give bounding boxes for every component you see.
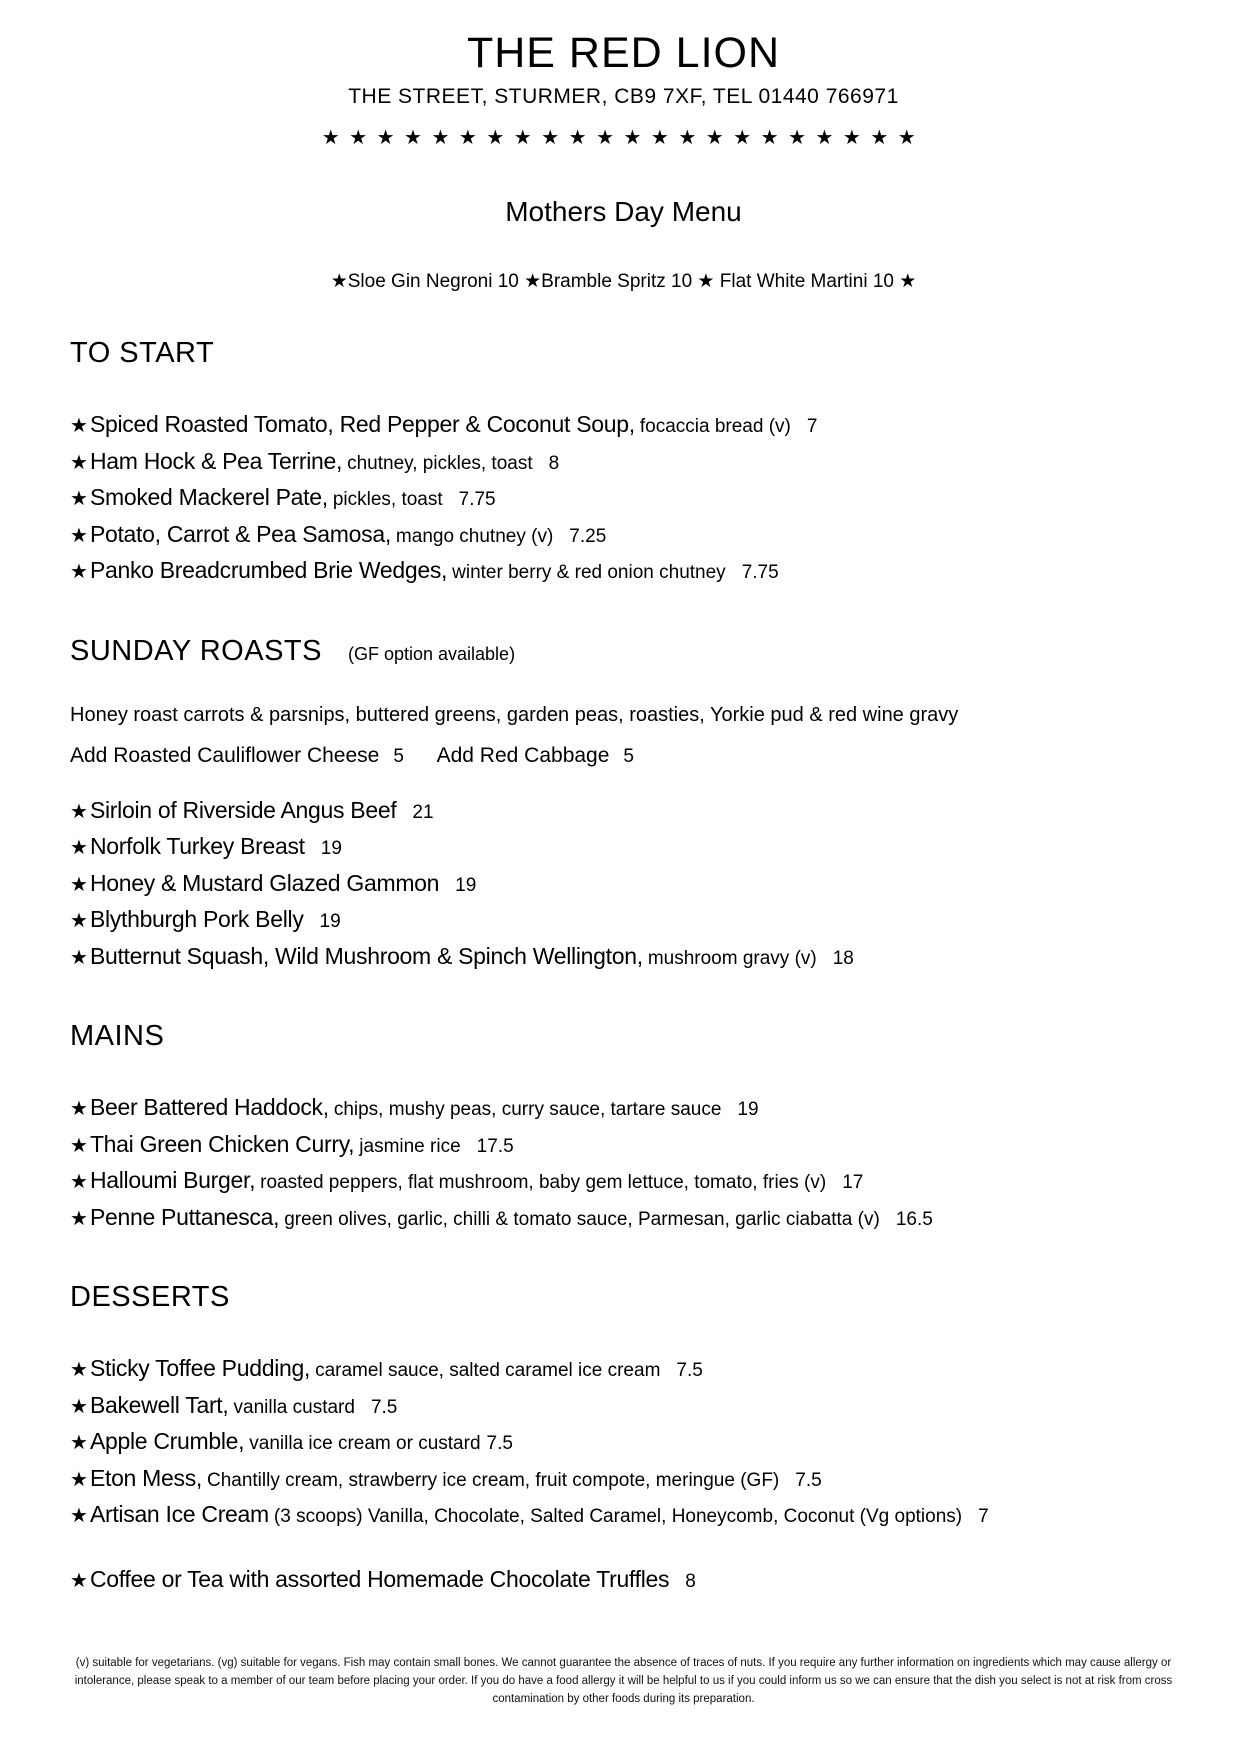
menu-item: [70, 903, 1177, 940]
roast-intro: Honey roast carrots & parsnips, buttered greens, garden peas, roasties, Yorkie pud & red wine gravy: [70, 703, 959, 726]
item-name: Spiced Roasted Tomato, Red Pepper & Coconut Soup,: [89, 411, 635, 438]
item-desc: (3 scoops) Vanilla, Chocolate, Salted Caramel, Honeycomb, Coconut (Vg options): [273, 1506, 963, 1528]
item-desc: caramel sauce, salted caramel ice cream: [315, 1360, 661, 1382]
roast-addons: [70, 744, 1177, 768]
menu-item: [70, 408, 1177, 445]
item-name: Sirloin of Riverside Angus Beef: [89, 796, 397, 823]
item-name: Eton Mess,: [89, 1464, 202, 1491]
item-desc: winter berry & red onion chutney: [452, 562, 726, 584]
star-icon: ★: [70, 1359, 88, 1382]
star-icon: ★: [70, 451, 88, 474]
star-icon: ★: [70, 1395, 88, 1418]
star-icon: ★: [70, 1134, 88, 1157]
menu-item: [70, 481, 1177, 518]
menu-header: [70, 30, 1177, 293]
star-icon: ★: [70, 488, 88, 511]
item-price: 7: [806, 416, 818, 438]
section-head: [70, 1020, 1177, 1053]
item-desc: vanilla ice cream or custard: [249, 1433, 481, 1455]
item-price: 18: [832, 947, 854, 969]
restaurant-address: THE STREET, STURMER, CB9 7XF, TEL 01440 766971: [348, 85, 899, 109]
menu-item: [70, 1164, 1177, 1201]
item-name: Honey & Mustard Glazed Gammon: [89, 869, 440, 896]
item-price: 7.5: [486, 1433, 513, 1455]
section-items: [70, 1352, 1177, 1535]
item-desc: jasmine rice: [359, 1135, 461, 1157]
star-icon: ★: [70, 415, 88, 438]
item-desc: focaccia bread (v): [639, 416, 791, 438]
item-desc: pickles, toast: [332, 489, 443, 511]
item-price: 8: [685, 1570, 696, 1592]
item-desc: chutney, pickles, toast: [347, 452, 533, 474]
section-title: TO START: [70, 337, 215, 370]
section-items: [70, 794, 1177, 977]
menu-item: [70, 867, 1177, 904]
section-head: [70, 1281, 1177, 1314]
item-price: 16.5: [895, 1208, 933, 1230]
item-price: 7: [978, 1506, 989, 1528]
menu-item: [70, 518, 1177, 555]
item-name: Butternut Squash, Wild Mushroom & Spinch Wellington,: [89, 942, 643, 969]
addon-label: Add Red Cabbage: [436, 743, 610, 767]
item-price: 19: [319, 911, 341, 933]
item-price: 19: [737, 1099, 759, 1121]
menu-title: Mothers Day Menu: [505, 196, 742, 228]
star-icon: ★: [70, 800, 88, 823]
star-icon: ★: [70, 1569, 88, 1592]
item-name: Potato, Carrot & Pea Samosa,: [89, 520, 391, 547]
item-price: 17.5: [476, 1135, 514, 1157]
cocktail-specials: ★Sloe Gin Negroni 10 ★Bramble Spritz 10 ★ Flat White Martini 10 ★: [330, 271, 917, 293]
addon-red-cabbage: [437, 744, 634, 767]
menu-item: [70, 1498, 1177, 1535]
item-name: Blythburgh Pork Belly: [89, 906, 304, 933]
item-desc: chips, mushy peas, curry sauce, tartare sauce: [333, 1099, 722, 1121]
coffee-item: [70, 1563, 1177, 1600]
section-to-start: [70, 337, 1177, 591]
menu-item: [70, 1091, 1177, 1128]
section-head: [70, 337, 1177, 370]
menu-item: [70, 1425, 1177, 1462]
menu-item: [70, 1389, 1177, 1426]
menu-item: [70, 830, 1177, 867]
star-icon: ★: [70, 1171, 88, 1194]
menu-item: [70, 1352, 1177, 1389]
menu-item: [70, 794, 1177, 831]
item-name: Artisan Ice Cream: [89, 1501, 269, 1528]
addon-price: 5: [623, 745, 634, 767]
item-desc: mushroom gravy (v): [647, 947, 817, 969]
section-mains: [70, 1020, 1177, 1237]
addon-label: Add Roasted Cauliflower Cheese: [70, 743, 380, 767]
star-icon: ★: [70, 524, 88, 547]
star-icon: ★: [70, 946, 88, 969]
item-price: 8: [548, 452, 560, 474]
star-icon: ★: [70, 1207, 88, 1230]
item-price: 7.75: [458, 489, 496, 511]
section-head: [70, 635, 1177, 668]
star-icon: ★: [70, 1432, 88, 1455]
item-name: Coffee or Tea with assorted Homemade Chocolate Truffles: [89, 1565, 670, 1592]
item-price: 7.5: [676, 1360, 703, 1382]
item-name: Ham Hock & Pea Terrine,: [89, 447, 343, 474]
addon-price: 5: [393, 745, 404, 767]
section-title: DESSERTS: [70, 1281, 230, 1314]
menu-item: [70, 554, 1177, 591]
star-icon: ★: [70, 873, 88, 896]
item-name: Panko Breadcrumbed Brie Wedges,: [89, 557, 448, 584]
item-desc: Chantilly cream, strawberry ice cream, fruit compote, meringue (GF): [206, 1469, 780, 1491]
item-name: Sticky Toffee Pudding,: [89, 1355, 311, 1382]
section-sunday-roasts: [70, 635, 1177, 977]
section-desserts: [70, 1281, 1177, 1535]
item-price: 7.25: [569, 525, 607, 547]
star-icon: ★: [70, 1098, 88, 1121]
item-price: 7.5: [795, 1469, 822, 1491]
allergy-disclaimer: (v) suitable for vegetarians. (vg) suitable for vegans. Fish may contain small bones. We cannot guarantee the absence of traces of nuts. If you require any further information on ingredients which may cause allergy or intolerance, please speak to a member of our team before placing your order. If you do have a food allergy it will be helpful to us if you could inform us so we can ensure that the dish you select is not at risk from cross contamination by other foods during its preparation.: [74, 1657, 1173, 1705]
item-price: 19: [455, 874, 477, 896]
star-icon: ★: [70, 1468, 88, 1491]
item-name: Beer Battered Haddock,: [89, 1094, 329, 1121]
item-desc: roasted peppers, flat mushroom, baby gem lettuce, tomato, fries (v): [260, 1172, 827, 1194]
item-name: Apple Crumble,: [89, 1428, 245, 1455]
item-name: Norfolk Turkey Breast: [89, 833, 305, 860]
menu-item: [70, 445, 1177, 482]
item-desc: vanilla custard: [233, 1396, 355, 1418]
item-name: Smoked Mackerel Pate,: [89, 484, 328, 511]
section-items: [70, 408, 1177, 591]
star-icon: ★: [70, 837, 88, 860]
section-title: SUNDAY ROASTS: [70, 634, 322, 667]
item-price: 17: [842, 1172, 864, 1194]
item-name: Thai Green Chicken Curry,: [89, 1130, 355, 1157]
menu-item: [70, 1128, 1177, 1165]
item-price: 19: [320, 838, 342, 860]
section-items: [70, 1091, 1177, 1237]
section-title: MAINS: [70, 1020, 165, 1053]
menu-item: [70, 1201, 1177, 1238]
star-icon: ★: [70, 910, 88, 933]
item-price: 21: [412, 801, 434, 823]
star-icon: ★: [70, 561, 88, 584]
menu-item: [70, 940, 1177, 977]
item-price: 7.5: [370, 1396, 398, 1418]
item-name: Penne Puttanesca,: [89, 1203, 280, 1230]
addon-cauliflower: [70, 744, 404, 767]
item-name: Bakewell Tart,: [89, 1391, 229, 1418]
star-divider: ★★★★★★★★★★★★★★★★★★★★★★: [321, 127, 926, 150]
restaurant-name: THE RED LION: [466, 29, 781, 77]
item-price: 7.75: [741, 562, 779, 584]
menu-item: [70, 1462, 1177, 1499]
item-name: Halloumi Burger,: [89, 1167, 256, 1194]
item-desc: green olives, garlic, chilli & tomato sauce, Parmesan, garlic ciabatta (v): [284, 1208, 880, 1230]
section-note: (GF option available): [347, 643, 516, 664]
item-desc: mango chutney (v): [395, 525, 554, 547]
star-icon: ★: [70, 1505, 88, 1528]
